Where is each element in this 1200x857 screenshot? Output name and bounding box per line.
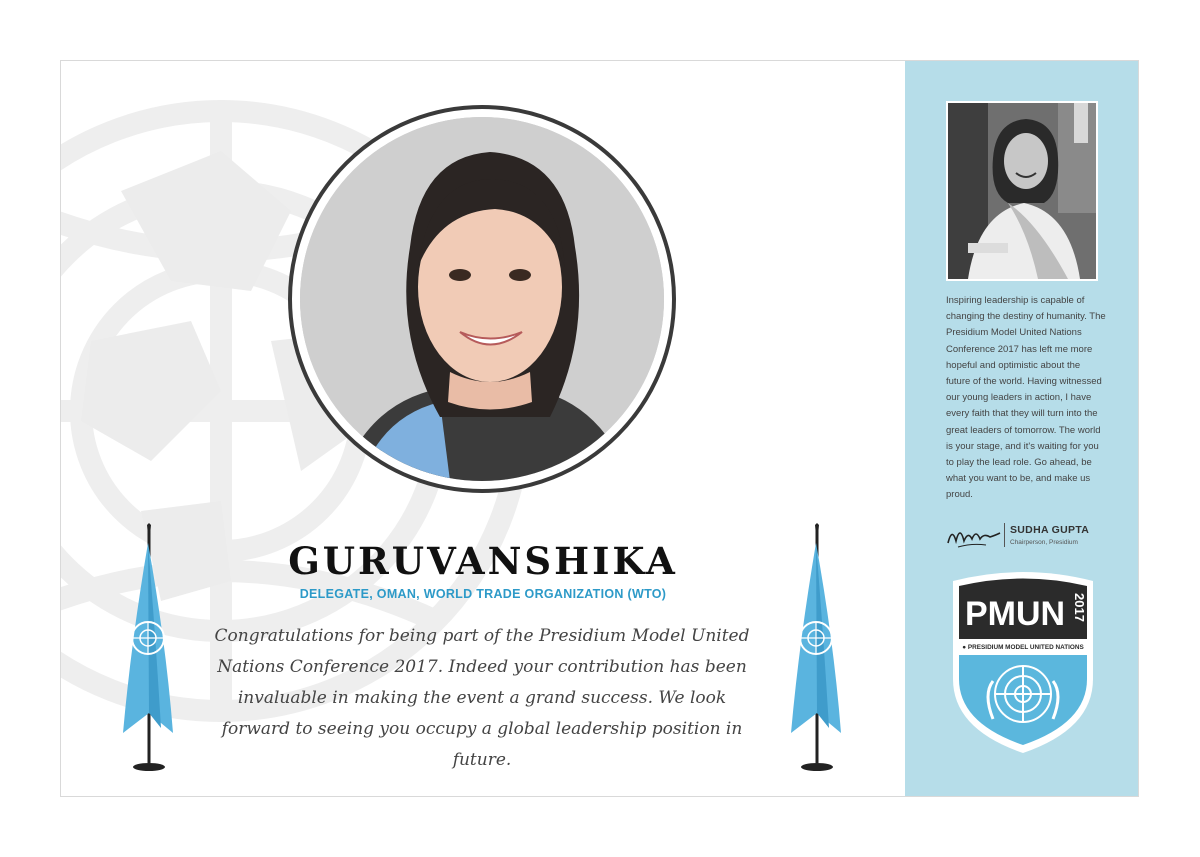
delegate-photo-frame	[288, 105, 676, 493]
pmun-badge	[949, 569, 1097, 755]
delegate-photo	[300, 117, 664, 481]
signature-divider	[1004, 523, 1005, 547]
badge-title: PMUN	[964, 595, 1066, 633]
delegate-role: DELEGATE, OMAN, WORLD TRADE ORGANIZATION (WTO)	[299, 587, 667, 601]
signatory-title: Chairperson, Presidium	[1010, 539, 1078, 546]
signature-block	[946, 521, 1116, 551]
badge-subtitle: ● PRESIDIUM MODEL UNITED NATIONS	[962, 644, 1084, 651]
main-panel	[61, 61, 905, 797]
un-flag-right-icon	[789, 523, 849, 773]
signatory-name: SUDHA GUPTA	[1010, 524, 1090, 536]
chairperson-quote: Inspiring leadership is capable of changing the destiny of humanity. The Presidium Model United Nations Conference 2017 has left me more hopeful and optimistic about the future of the world. Having witnessed our young leaders in action, I have every faith that they will turn into the great leaders of tomorrow. The world is your stage, and it's waiting for you to play the lead role. Go ahead, be what you want to be, and make us proud.	[946, 295, 1106, 501]
un-flag-left-icon	[121, 523, 181, 773]
certificate-card	[60, 60, 1139, 797]
congratulations-message: Congratulations for being part of the Presidium Model United Nations Conference 2017. Indeed your contribution has been invaluable in making the event a grand success. We look forward to seeing you occupy a global leadership position in future.	[214, 626, 750, 770]
badge-year: 2017	[1072, 593, 1087, 622]
delegate-name: GURUVANSHIKA	[288, 539, 678, 583]
chairperson-portrait	[946, 101, 1098, 281]
chairperson-sidebar	[905, 61, 1139, 797]
signature-icon	[946, 521, 1002, 551]
